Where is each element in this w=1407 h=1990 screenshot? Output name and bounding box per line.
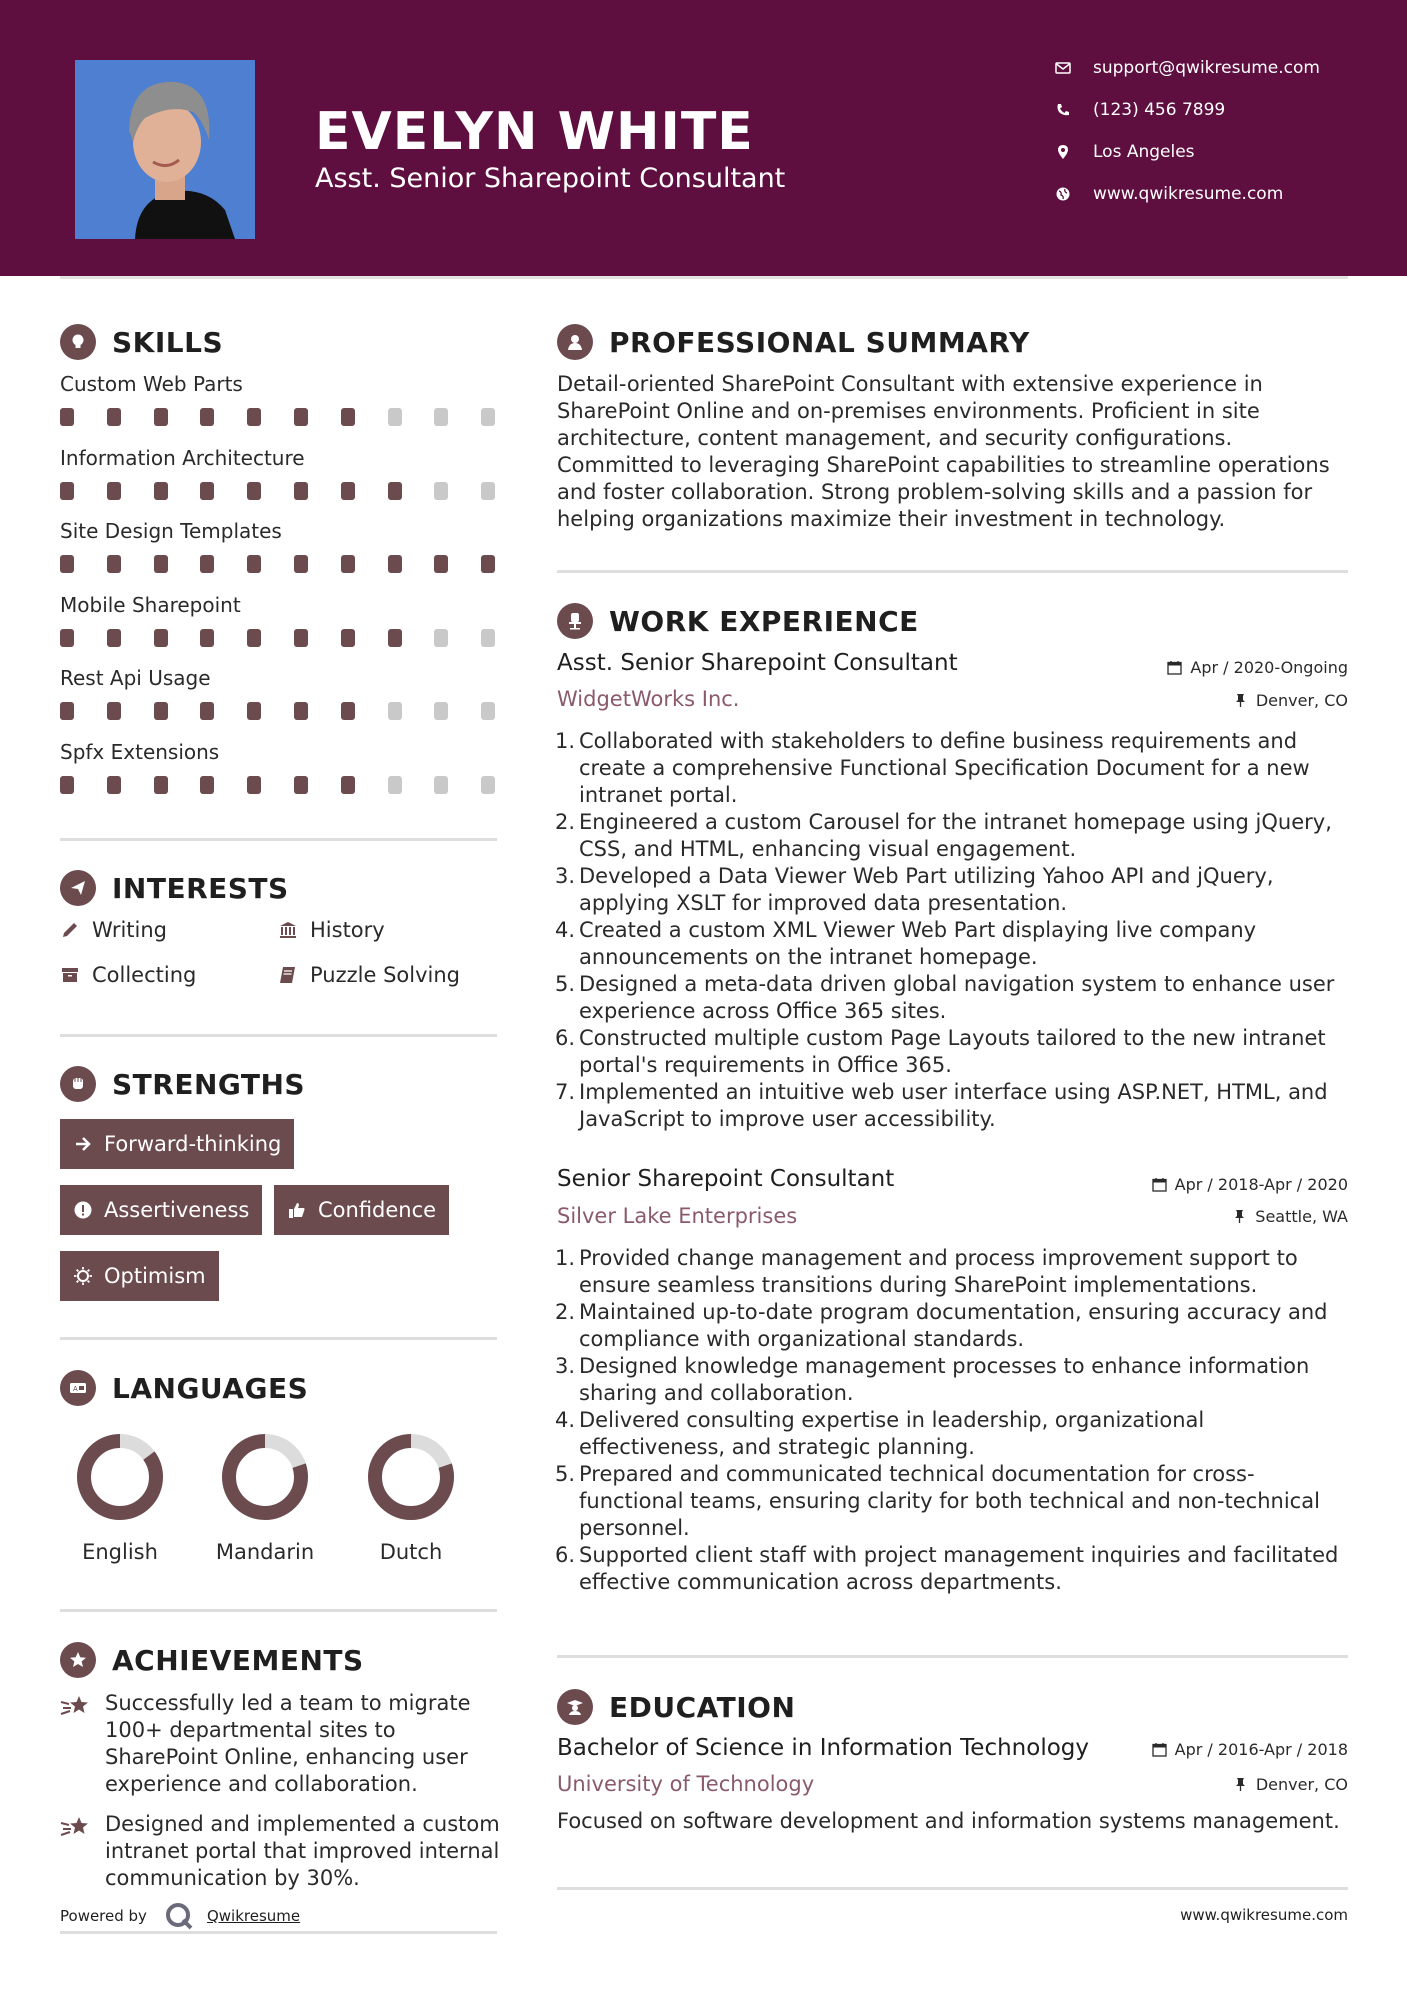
skill-level-dots xyxy=(60,776,500,796)
skill-dot-filled xyxy=(107,629,121,647)
skill-dot-filled xyxy=(200,702,214,720)
contact-location xyxy=(1055,142,1385,162)
skill-dot-filled xyxy=(434,555,448,573)
skill-dot-filled xyxy=(200,408,214,426)
job-title: Asst. Senior Sharepoint Consultant xyxy=(557,650,958,676)
skill-dot-filled xyxy=(247,629,261,647)
language-item xyxy=(55,1432,185,1564)
skill-dot-empty xyxy=(388,408,402,426)
strength-tag xyxy=(60,1185,262,1235)
skill-dot-filled xyxy=(60,555,74,573)
education-dates xyxy=(1152,1740,1348,1759)
skill-dot-filled xyxy=(107,702,121,720)
skill-dot-filled xyxy=(294,482,308,500)
skill-dot-filled xyxy=(341,408,355,426)
contact-phone-text: (123) 456 7899 xyxy=(1093,100,1226,120)
interest-label: Writing xyxy=(92,918,167,942)
skill-name: Rest Api Usage xyxy=(60,666,211,690)
bullet-text: Supported client staff with project management inquiries and facilitated effective communication across departments. xyxy=(579,1543,1339,1594)
list-item xyxy=(553,1025,1353,1079)
skill-name: Custom Web Parts xyxy=(60,372,243,396)
interest-puzzle-solving xyxy=(278,963,460,987)
skill-dot-empty xyxy=(481,702,495,720)
skill-dot-filled xyxy=(200,482,214,500)
skill-dot-filled xyxy=(200,555,214,573)
book-icon xyxy=(278,965,298,985)
header-divider xyxy=(60,276,1348,279)
language-icon xyxy=(60,1370,96,1406)
footer-powered-by xyxy=(60,1900,300,1932)
pushpin-icon xyxy=(1232,1209,1247,1224)
skill-dot-filled xyxy=(341,482,355,500)
strengths-heading: STRENGTHS xyxy=(112,1067,306,1101)
skills-header xyxy=(60,324,223,360)
achievement-text: Designed and implemented a custom intranet portal that improved internal communication by 30%. xyxy=(105,1812,500,1890)
calendar-icon xyxy=(1152,1177,1167,1192)
skill-dot-filled xyxy=(200,629,214,647)
achievement-text: Successfully led a team to migrate 100+ departmental sites to SharePoint Online, enhancing user experience and collaboration. xyxy=(105,1691,471,1796)
star-badge-icon xyxy=(60,1642,96,1678)
divider xyxy=(557,1887,1348,1890)
skills-heading: SKILLS xyxy=(112,325,224,359)
language-name: Dutch xyxy=(379,1540,443,1564)
bullet-text: Designed knowledge management processes to enhance information sharing and collaboration. xyxy=(579,1354,1310,1405)
bullet-text: Developed a Data Viewer Web Part utilizing Yahoo API and jQuery, applying XSLT for improved data presentation. xyxy=(579,864,1274,915)
skill-dot-filled xyxy=(294,555,308,573)
list-item xyxy=(553,809,1353,863)
list-item xyxy=(553,1245,1353,1299)
pushpin-icon xyxy=(1233,1777,1248,1792)
skill-dot-empty xyxy=(388,776,402,794)
user-icon xyxy=(557,324,593,360)
office-chair-icon xyxy=(557,603,593,639)
list-number: 3. xyxy=(554,1354,575,1378)
skill-dot-filled xyxy=(60,629,74,647)
skill-dot-empty xyxy=(434,408,448,426)
shooting-star-icon xyxy=(60,1813,92,1841)
skill-dot-filled xyxy=(60,776,74,794)
arrow-right-icon xyxy=(73,1134,93,1154)
strength-label: Forward-thinking xyxy=(104,1132,282,1156)
job-location-text: Seattle, WA xyxy=(1255,1207,1348,1226)
list-number: 6. xyxy=(554,1543,575,1567)
skill-dot-filled xyxy=(341,629,355,647)
list-item xyxy=(553,1542,1353,1596)
bullet-text: Designed a meta-data driven global navigation system to enhance user experience across Office 365 sites. xyxy=(579,972,1335,1023)
job-bullets xyxy=(553,728,1353,1133)
list-item xyxy=(553,971,1353,1025)
job-location xyxy=(1232,1207,1348,1226)
paper-plane-icon xyxy=(60,870,96,906)
skill-dot-filled xyxy=(247,482,261,500)
experience-heading: WORK EXPERIENCE xyxy=(609,604,919,638)
bullet-text: Constructed multiple custom Page Layouts tailored to the new intranet portal's requirements in Office 365. xyxy=(579,1026,1326,1077)
languages-header xyxy=(60,1370,308,1406)
skill-name: Information Architecture xyxy=(60,445,305,470)
skill-dot-filled xyxy=(481,555,495,573)
sun-icon xyxy=(73,1266,93,1286)
skill-dot-empty xyxy=(388,702,402,720)
thumbs-up-icon xyxy=(287,1200,307,1220)
shooting-star-icon xyxy=(60,1692,92,1720)
list-number: 7. xyxy=(554,1080,575,1104)
education-heading: EDUCATION xyxy=(609,1690,796,1724)
bullet-text: Collaborated with stakeholders to define business requirements and create a comprehensive Functional Specification Document for a new intranet portal. xyxy=(579,729,1310,807)
skill-dot-filled xyxy=(247,408,261,426)
language-item xyxy=(200,1432,330,1564)
divider xyxy=(557,1655,1348,1658)
strength-label: Optimism xyxy=(104,1264,206,1288)
language-name: English xyxy=(82,1540,158,1564)
phone-icon xyxy=(1055,102,1083,118)
education-location xyxy=(1233,1775,1348,1794)
job-location-text: Denver, CO xyxy=(1255,691,1348,710)
language-name: Mandarin xyxy=(215,1540,315,1564)
skill-dot-filled xyxy=(294,408,308,426)
list-number: 2. xyxy=(554,1300,575,1324)
summary-header xyxy=(557,324,1030,360)
skill-dot-filled xyxy=(107,482,121,500)
contact-location-text: Los Angeles xyxy=(1093,142,1195,162)
bullet-text: Maintained up-to-date program documentation, ensuring accuracy and compliance with organizational standards. xyxy=(579,1300,1328,1351)
lightbulb-icon xyxy=(60,324,96,360)
list-number: 3. xyxy=(554,864,575,888)
fist-icon xyxy=(60,1066,96,1102)
strength-label: Assertiveness xyxy=(104,1198,250,1222)
job-location xyxy=(1233,691,1348,710)
strength-tag xyxy=(60,1251,219,1301)
skill-dot-filled xyxy=(154,555,168,573)
achievements-heading: ACHIEVEMENTS xyxy=(112,1643,364,1677)
candidate-title: Asst. Senior Sharepoint Consultant xyxy=(315,163,786,194)
list-item xyxy=(553,1299,1353,1353)
experience-header xyxy=(557,603,919,639)
degree-title: Bachelor of Science in Information Technology xyxy=(557,1735,1089,1761)
strengths-header xyxy=(60,1066,305,1102)
education-header xyxy=(557,1689,795,1725)
list-item xyxy=(553,917,1353,971)
bullet-text: Implemented an intuitive web user interface using ASP.NET, HTML, and JavaScript to improve user accessibility. xyxy=(579,1080,1328,1131)
bullet-text: Prepared and communicated technical documentation for cross-functional teams, ensuring clarity for both technical and non-technical personnel. xyxy=(579,1462,1320,1540)
interest-label: History xyxy=(310,918,385,942)
language-donut xyxy=(366,1432,456,1522)
svg-text:A: A xyxy=(73,1386,78,1393)
job-dates-text: Apr / 2020-Ongoing xyxy=(1190,658,1348,677)
graduate-icon xyxy=(557,1689,593,1725)
map-pin-icon xyxy=(1055,144,1083,160)
qwikresume-link[interactable]: Qwikresume xyxy=(206,1907,301,1925)
skill-dot-empty xyxy=(434,776,448,794)
skill-dot-filled xyxy=(388,482,402,500)
education-dates-text: Apr / 2016-Apr / 2018 xyxy=(1174,1740,1348,1759)
summary-heading: PROFESSIONAL SUMMARY xyxy=(609,325,1030,359)
skill-dot-filled xyxy=(341,555,355,573)
candidate-name: EVELYN WHITE xyxy=(315,102,754,162)
list-number: 4. xyxy=(554,1408,575,1432)
list-number: 5. xyxy=(554,1462,575,1486)
divider xyxy=(60,1034,497,1037)
list-item xyxy=(553,1461,1353,1542)
qwikresume-logo-icon xyxy=(163,1900,195,1932)
interests-heading: INTERESTS xyxy=(112,871,289,905)
job-title: Senior Sharepoint Consultant xyxy=(557,1166,895,1192)
school-name: University of Technology xyxy=(557,1772,815,1796)
pushpin-icon xyxy=(1233,693,1248,708)
globe-icon xyxy=(1055,186,1083,202)
languages-heading: LANGUAGES xyxy=(112,1371,309,1405)
skill-dot-filled xyxy=(107,776,121,794)
achievements-header xyxy=(60,1642,364,1678)
company-name: WidgetWorks Inc. xyxy=(557,687,740,711)
skill-dot-filled xyxy=(107,408,121,426)
powered-by-text: Powered by xyxy=(60,1907,147,1925)
strength-label: Confidence xyxy=(318,1198,437,1222)
skill-dot-empty xyxy=(481,482,495,500)
skill-dot-empty xyxy=(434,629,448,647)
list-number: 6. xyxy=(554,1026,575,1050)
skill-dot-filled xyxy=(341,776,355,794)
skill-dot-filled xyxy=(200,776,214,794)
skill-dot-filled xyxy=(247,776,261,794)
skill-dot-filled xyxy=(154,408,168,426)
skill-dot-filled xyxy=(388,629,402,647)
bullet-text: Engineered a custom Carousel for the intranet homepage using jQuery, CSS, and HTML, enhancing visual engagement. xyxy=(579,810,1332,861)
skill-dot-filled xyxy=(60,408,74,426)
list-number: 4. xyxy=(554,918,575,942)
skill-dot-filled xyxy=(154,629,168,647)
skill-dot-filled xyxy=(60,482,74,500)
language-donut xyxy=(75,1432,165,1522)
job-dates-text: Apr / 2018-Apr / 2020 xyxy=(1174,1175,1348,1194)
list-number: 1. xyxy=(554,729,575,753)
skill-name: Site Design Templates xyxy=(60,519,282,543)
profile-photo xyxy=(75,60,255,239)
divider xyxy=(60,1609,497,1612)
calendar-icon xyxy=(1152,1742,1167,1757)
skill-dot-filled xyxy=(154,702,168,720)
job-dates xyxy=(1152,1175,1348,1194)
skill-level-dots xyxy=(60,408,500,428)
achievement-item xyxy=(60,1690,510,1798)
list-number: 1. xyxy=(554,1246,575,1270)
skill-level-dots xyxy=(60,555,500,575)
language-item xyxy=(346,1432,476,1564)
skill-dot-empty xyxy=(481,776,495,794)
language-donut xyxy=(220,1432,310,1522)
contact-phone[interactable] xyxy=(1055,100,1385,120)
company-name: Silver Lake Enterprises xyxy=(557,1204,798,1228)
summary-text: Detail-oriented SharePoint Consultant with extensive experience in SharePoint Online and on-premises environments. Proficient in site architecture, content management, and security configurations. Committed to leveraging SharePoint capabilities to streamline operations and foster collaboration. Strong problem-solving skills and a passion for helping organizations maximize their investment in technology. xyxy=(557,372,1330,531)
exclamation-icon xyxy=(73,1200,93,1220)
education-location-text: Denver, CO xyxy=(1255,1775,1348,1794)
contact-website-text: www.qwikresume.com xyxy=(1093,184,1284,204)
skill-level-dots xyxy=(60,482,500,502)
contact-website[interactable] xyxy=(1055,184,1385,204)
skill-dot-empty xyxy=(481,408,495,426)
interest-writing xyxy=(60,918,167,942)
skill-dot-filled xyxy=(247,702,261,720)
list-item xyxy=(553,1353,1353,1407)
archive-icon xyxy=(60,965,80,985)
list-item xyxy=(553,1079,1353,1133)
divider xyxy=(557,570,1348,573)
education-description: Focused on software development and information systems management. xyxy=(557,1809,1340,1833)
bullet-text: Created a custom XML Viewer Web Part displaying live company announcements on the intranet homepage. xyxy=(579,918,1257,969)
job-bullets xyxy=(553,1245,1353,1596)
contact-email-text: support@qwikresume.com xyxy=(1093,58,1320,78)
skill-dot-filled xyxy=(107,555,121,573)
skill-dot-filled xyxy=(154,776,168,794)
skill-dot-filled xyxy=(60,702,74,720)
interest-collecting xyxy=(60,963,196,987)
job-dates xyxy=(1167,658,1348,677)
interests-header xyxy=(60,870,289,906)
header-banner xyxy=(0,0,1407,276)
interest-label: Puzzle Solving xyxy=(310,963,460,987)
skill-dot-empty xyxy=(434,482,448,500)
skill-dot-filled xyxy=(247,555,261,573)
calendar-icon xyxy=(1167,660,1182,675)
skill-dot-filled xyxy=(341,702,355,720)
skill-dot-filled xyxy=(294,776,308,794)
skill-dot-empty xyxy=(434,702,448,720)
divider xyxy=(60,1337,497,1340)
skill-name: Spfx Extensions xyxy=(60,739,220,764)
list-number: 2. xyxy=(554,810,575,834)
divider xyxy=(60,838,497,841)
skill-dot-filled xyxy=(294,702,308,720)
skill-dot-filled xyxy=(388,555,402,573)
footer-website[interactable]: www.qwikresume.com xyxy=(1180,1906,1348,1924)
bullet-text: Provided change management and process improvement support to ensure seamless transitions during SharePoint implementations. xyxy=(579,1246,1298,1297)
bullet-text: Delivered consulting expertise in leadership, organizational effectiveness, and strategic planning. xyxy=(579,1408,1205,1459)
interest-label: Collecting xyxy=(92,963,197,987)
contact-email[interactable] xyxy=(1055,58,1385,78)
strength-tag xyxy=(60,1119,294,1169)
list-item xyxy=(553,863,1353,917)
skill-dot-filled xyxy=(294,629,308,647)
list-number: 5. xyxy=(554,972,575,996)
envelope-icon xyxy=(1055,60,1083,76)
skill-name: Mobile Sharepoint xyxy=(60,592,241,617)
skill-dot-filled xyxy=(154,482,168,500)
list-item xyxy=(553,728,1353,809)
skill-level-dots xyxy=(60,629,500,649)
interest-history xyxy=(278,918,385,942)
pencil-icon xyxy=(60,920,80,940)
strength-tag xyxy=(274,1185,449,1235)
list-item xyxy=(553,1407,1353,1461)
skill-dot-empty xyxy=(481,629,495,647)
achievement-item xyxy=(60,1811,510,1892)
skill-level-dots xyxy=(60,702,500,722)
museum-icon xyxy=(278,920,298,940)
